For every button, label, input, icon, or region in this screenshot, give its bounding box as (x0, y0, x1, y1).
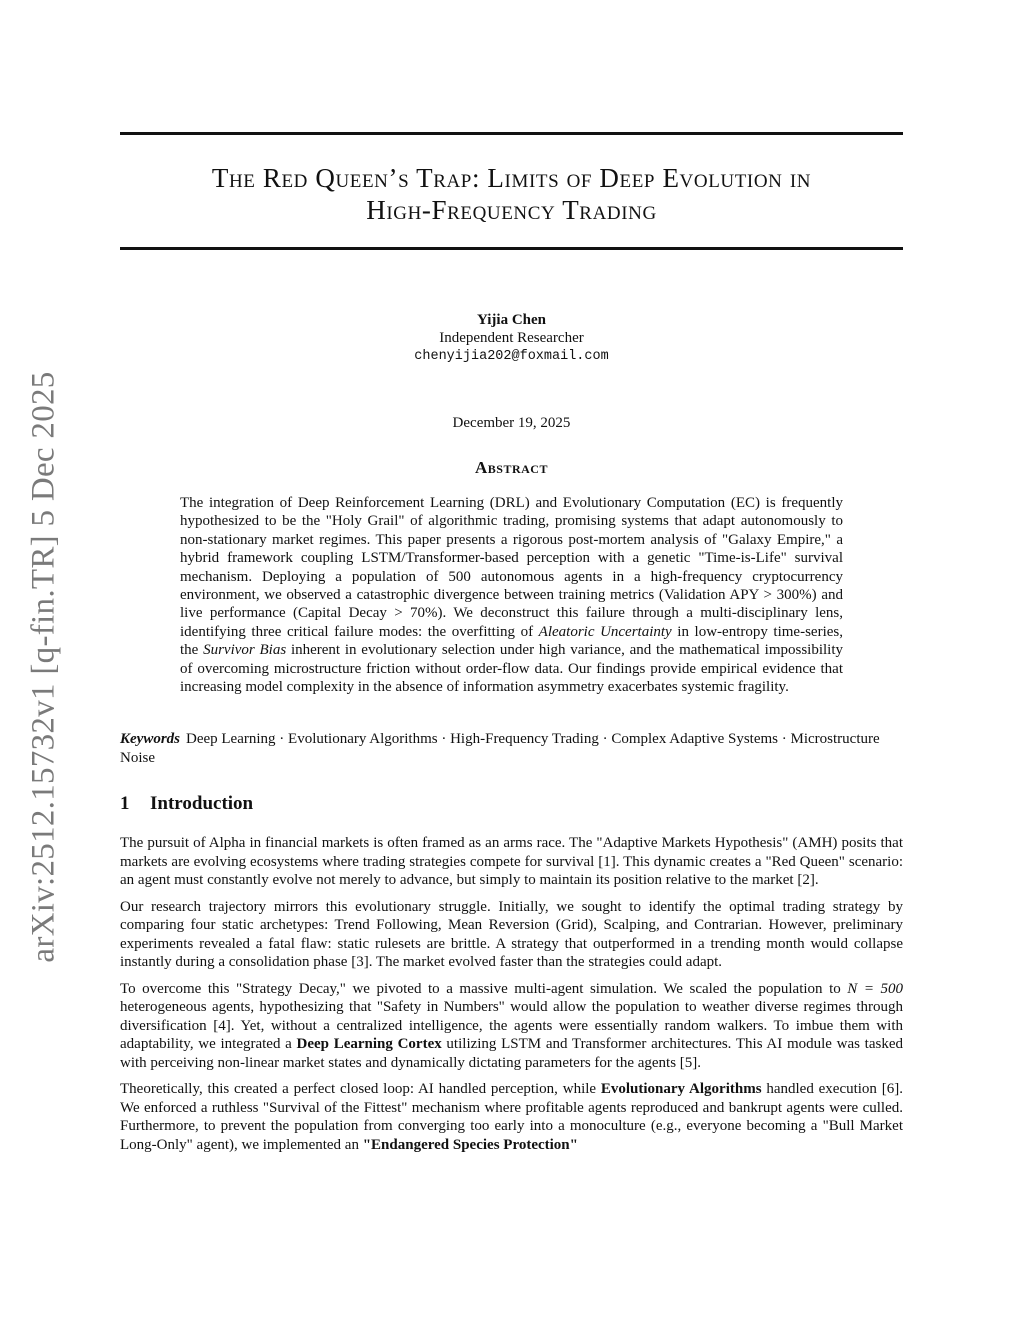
introduction-body (120, 834, 903, 1162)
abstract-text-1: The integration of Deep Reinforcement Learning (DRL) and Evolutionary Computation (EC) is frequently hypothesized to be the "Holy Grail" of algorithmic trading, promising systems that adapt autonomously to non-stationary market regimes. This paper presents a rigorous post-mortem analysis of "Galaxy Empire," a hybrid framework coupling LSTM/Transformer-based perception with a genetic "Time-is-Life" survival mechanism. Deploying a population of 500 autonomous agents in a high-frequency cryptocurrency environment, we observed a catastrophic divergence between training metrics (Validation APY > 300%) and live performance (Capital Decay > 70%). We deconstruct this failure through a multi-disciplinary lens, identifying three critical failure modes: the overfitting of (180, 495, 843, 640)
paper-date: December 19, 2025 (452, 415, 571, 431)
population-formula: N = 500 (847, 980, 903, 997)
keywords-list: Deep Learning · Evolutionary Algorithms · High-Frequency Trading · Complex Adaptive Systems · Microstructure Noise (120, 731, 880, 766)
paragraph-3-bold: Deep Learning Cortex (296, 1036, 442, 1052)
paragraph-1: The pursuit of Alpha in financial markets is often framed as an arms race. The "Adaptive Markets Hypothesis" (AMH) posits that markets are evolving ecosystems where trading strategies compete for survival [1]. This dynamic creates a "Red Queen" scenario: an agent must constantly evolve not merely to advance, but simply to maintain its position relative to the market [2]. (120, 835, 903, 888)
paragraph-4-text-a: Theoretically, this created a perfect closed loop: AI handled perception, while (120, 1081, 601, 1097)
paragraph-4 (120, 1080, 903, 1154)
keywords-label: Keywords (120, 731, 180, 747)
paragraph-3-text-a: To overcome this "Strategy Decay," we pivoted to a massive multi-agent simulation. We scaled the population to (120, 980, 848, 997)
arxiv-sidebar-stamp (14, 362, 74, 972)
author-affiliation: Independent Researcher (439, 330, 584, 346)
paper-title (120, 162, 903, 226)
paragraph-3 (120, 980, 903, 1073)
paragraph-3-text-c: utilizing LSTM and Transformer architectures. This AI module was tasked with perceiving non-linear market states and dynamically dictating parameters for the agents [5]. (120, 1036, 903, 1071)
paragraph-2: Our research trajectory mirrors this evolutionary struggle. Initially, we sought to identify the optimal trading strategy by comparing four static archetypes: Trend Following, Mean Reversion (Grid), Scalping, and Contrarian. However, preliminary experiments revealed a fatal flaw: static rulesets are brittle. A strategy that outperformed in a trending month would collapse instantly during a consolidation phase [3]. The market evolved faster than the strategies could adapt. (120, 898, 903, 970)
abstract-emphasis-2: Survivor Bias (203, 642, 287, 659)
abstract-text-2: in low-entropy time-series, the (180, 623, 843, 659)
section-title: Introduction (150, 793, 254, 814)
paragraph-3-text-b: heterogeneous agents, hypothesizing that "Safety in Numbers" would allow the population to weather diverse regimes through diversification [4]. Yet, without a centralized intelligence, the agents were essentially random walkers. To imbue them with adaptability, we integrated a (120, 999, 903, 1052)
abstract-body (180, 494, 843, 696)
keywords (120, 730, 903, 767)
section-heading (120, 793, 903, 815)
author-email[interactable]: chenyijia202@foxmail.com (414, 349, 609, 364)
abstract-text-3: inherent in evolutionary selection under high variance, and the mathematical impossibility of overcoming microstructure friction without order-flow data. Our findings provide empirical evidence that increasing model complexity in the absence of information asymmetry exacerbates systemic fragility. (180, 642, 843, 696)
paragraph-4-text-b: handled execution [6]. We enforced a ruthless "Survival of the Fittest" mechanism where profitable agents reproduced and bankrupt agents were culled. Furthermore, to prevent the population from converging too early into a monoculture (e.g., everyone becoming a "Bull Market Long-Only" agent), we implemented an (120, 1081, 903, 1153)
paragraph-4-bold-1: Evolutionary Algorithms (600, 1081, 762, 1097)
abstract-heading: Abstract (475, 458, 548, 477)
section-number: 1 (120, 793, 130, 814)
abstract-emphasis-1: Aleatoric Uncertainty (538, 623, 672, 640)
title-rule-bottom (120, 247, 903, 250)
paragraph-4-bold-2: "Endangered Species Protection" (362, 1136, 578, 1153)
title-rule-top (120, 132, 903, 135)
author-name: Yijia Chen (476, 312, 547, 328)
arxiv-id: arXiv:2512.15732v1 [q-fin.TR] 5 Dec 2025 (25, 371, 62, 963)
title-line-1: The Red Queen’s Trap: Limits of Deep Evolution in (211, 163, 812, 193)
title-line-2: High-Frequency Trading (366, 195, 657, 225)
